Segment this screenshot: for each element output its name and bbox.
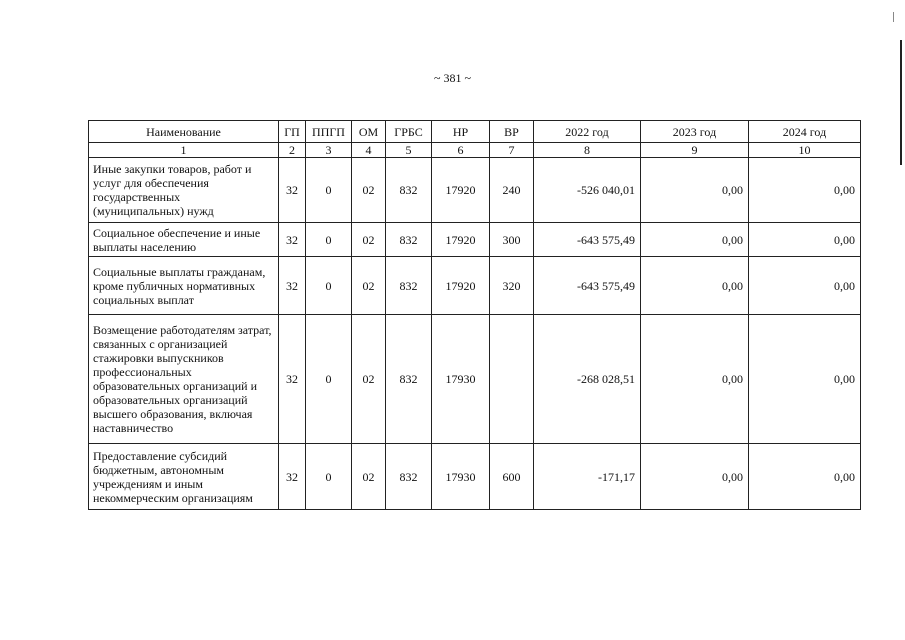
row-gp: 32 (279, 315, 306, 444)
row-vr: 320 (490, 257, 534, 315)
row-2024: 0,00 (749, 257, 861, 315)
row-2023: 0,00 (641, 257, 749, 315)
row-grbs: 832 (386, 315, 432, 444)
row-2023: 0,00 (641, 315, 749, 444)
row-ppgp: 0 (306, 315, 352, 444)
row-name: Возмещение работодателям затрат, связанных с организацией стажировки выпускников профессиональных образовательных организаций и образовательных организаций высшего образования, включая наставничество (89, 315, 279, 444)
row-2022: -526 040,01 (534, 158, 641, 223)
row-2022: -268 028,51 (534, 315, 641, 444)
row-gp: 32 (279, 223, 306, 257)
column-number: 3 (306, 143, 352, 158)
header-row (89, 121, 861, 143)
column-number: 4 (352, 143, 386, 158)
row-gp: 32 (279, 444, 306, 510)
row-2023: 0,00 (641, 158, 749, 223)
header-grbs: ГРБС (386, 121, 432, 143)
row-name: Предоставление субсидий бюджетным, автономным учреждениям и иным некоммерческим организациям (89, 444, 279, 510)
row-nr: 17930 (432, 315, 490, 444)
row-nr: 17930 (432, 444, 490, 510)
row-om: 02 (352, 315, 386, 444)
row-vr: 300 (490, 223, 534, 257)
row-grbs: 832 (386, 158, 432, 223)
row-name: Иные закупки товаров, работ и услуг для обеспечения государственных (муниципальных) нужд (89, 158, 279, 223)
column-number: 7 (490, 143, 534, 158)
column-number: 9 (641, 143, 749, 158)
table-row (89, 223, 861, 257)
scan-edge-mark (900, 40, 902, 165)
row-vr: 600 (490, 444, 534, 510)
row-grbs: 832 (386, 444, 432, 510)
scan-edge-tick (893, 12, 894, 22)
row-vr: 240 (490, 158, 534, 223)
row-nr: 17920 (432, 158, 490, 223)
row-gp: 32 (279, 158, 306, 223)
row-gp: 32 (279, 257, 306, 315)
row-name: Социальные выплаты гражданам, кроме публичных нормативных социальных выплат (89, 257, 279, 315)
header-2024: 2024 год (749, 121, 861, 143)
row-grbs: 832 (386, 257, 432, 315)
row-2023: 0,00 (641, 223, 749, 257)
row-2022: -171,17 (534, 444, 641, 510)
row-2024: 0,00 (749, 223, 861, 257)
row-2024: 0,00 (749, 315, 861, 444)
table-row (89, 158, 861, 223)
row-om: 02 (352, 158, 386, 223)
row-2023: 0,00 (641, 444, 749, 510)
header-2023: 2023 год (641, 121, 749, 143)
column-number: 8 (534, 143, 641, 158)
row-name: Социальное обеспечение и иные выплаты населению (89, 223, 279, 257)
column-number: 1 (89, 143, 279, 158)
header-ppgp: ППГП (306, 121, 352, 143)
row-nr: 17920 (432, 223, 490, 257)
row-om: 02 (352, 223, 386, 257)
column-number: 10 (749, 143, 861, 158)
row-2024: 0,00 (749, 444, 861, 510)
row-ppgp: 0 (306, 257, 352, 315)
budget-table (88, 120, 861, 510)
column-number: 2 (279, 143, 306, 158)
row-grbs: 832 (386, 223, 432, 257)
row-ppgp: 0 (306, 444, 352, 510)
column-number: 6 (432, 143, 490, 158)
table-row (89, 315, 861, 444)
column-number-row (89, 143, 861, 158)
row-nr: 17920 (432, 257, 490, 315)
row-2024: 0,00 (749, 158, 861, 223)
header-om: ОМ (352, 121, 386, 143)
table-row (89, 257, 861, 315)
header-nr: НР (432, 121, 490, 143)
row-ppgp: 0 (306, 158, 352, 223)
header-gp: ГП (279, 121, 306, 143)
row-2022: -643 575,49 (534, 257, 641, 315)
header-name: Наименование (89, 121, 279, 143)
row-ppgp: 0 (306, 223, 352, 257)
table-row (89, 444, 861, 510)
page-number: ~ 381 ~ (434, 71, 471, 85)
column-number: 5 (386, 143, 432, 158)
header-2022: 2022 год (534, 121, 641, 143)
row-vr (490, 315, 534, 444)
row-2022: -643 575,49 (534, 223, 641, 257)
row-om: 02 (352, 444, 386, 510)
row-om: 02 (352, 257, 386, 315)
header-vr: ВР (490, 121, 534, 143)
